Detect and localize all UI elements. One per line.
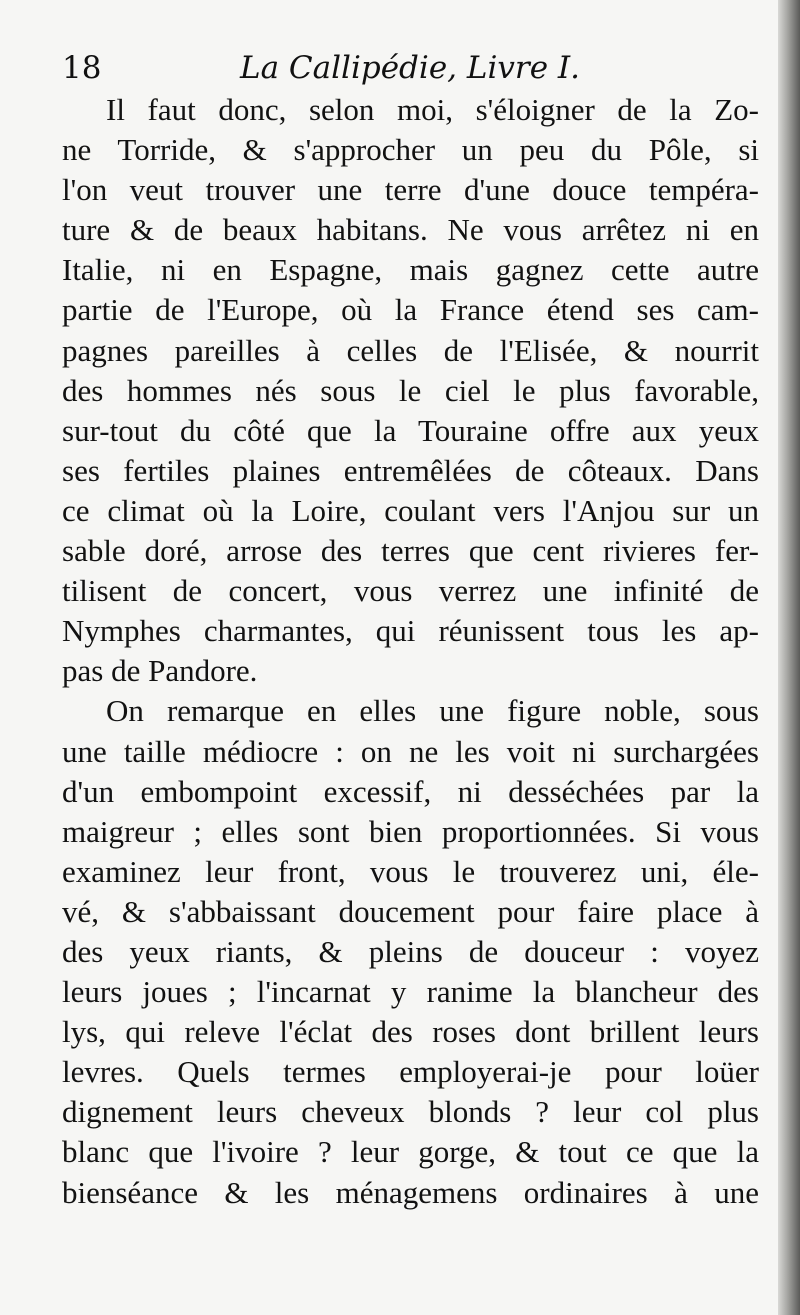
text-line: d'un embompoint excessif, ni desséchées par la bbox=[62, 773, 759, 809]
text-line: levres. Quels termes employerai-je pour loüer bbox=[62, 1054, 759, 1090]
running-title: La Callipédie, Livre I. bbox=[240, 50, 581, 86]
text-line: blanc que l'ivoire ? leur gorge, & tout ce que la bbox=[62, 1134, 759, 1170]
text-line: ses fertiles plaines entremêlées de côteaux. Dans bbox=[62, 452, 759, 488]
text-line: Il faut donc, selon moi, s'éloigner de la Zo- bbox=[106, 92, 759, 127]
text-line: ce climat où la Loire, coulant vers l'Anjou sur un bbox=[62, 492, 759, 528]
text-line: dignement leurs cheveux blonds ? leur col plus bbox=[62, 1094, 759, 1130]
text-line: sur-tout du côté que la Touraine offre aux yeux bbox=[62, 412, 759, 448]
text-line: des hommes nés sous le ciel le plus favorable, bbox=[62, 372, 759, 408]
text-line: une taille médiocre : on ne les voit ni surchargées bbox=[62, 733, 759, 769]
text-line: l'on veut trouver une terre d'une douce tempéra- bbox=[62, 172, 759, 208]
text-line: ture & de beaux habitans. Ne vous arrêtez ni en bbox=[62, 212, 759, 248]
text-line: pagnes pareilles à celles de l'Elisée, & nourrit bbox=[62, 332, 759, 368]
text-line: Nymphes charmantes, qui réunissent tous les ap- bbox=[62, 613, 759, 649]
text-line: lys, qui releve l'éclat des roses dont brillent leurs bbox=[62, 1014, 759, 1050]
text-line: tilisent de concert, vous verrez une infinité de bbox=[62, 573, 759, 609]
text-line: vé, & s'abbaissant doucement pour faire place à bbox=[62, 893, 759, 929]
text-line: pas de Pandore. bbox=[62, 653, 258, 689]
text-line: ne Torride, & s'approcher un peu du Pôle, si bbox=[62, 132, 759, 168]
text-line: Italie, ni en Espagne, mais gagnez cette autre bbox=[62, 252, 759, 288]
text-line: examinez leur front, vous le trouverez uni, éle- bbox=[62, 853, 759, 889]
body-text bbox=[62, 90, 759, 1213]
text-line: partie de l'Europe, où la France étend ses cam- bbox=[62, 292, 759, 328]
running-head bbox=[62, 48, 752, 92]
page-number: 18 bbox=[62, 50, 102, 86]
text-line: bienséance & les ménagemens ordinaires à une bbox=[62, 1174, 759, 1210]
text-line: maigreur ; elles sont bien proportionnées. Si vous bbox=[62, 813, 759, 849]
text-line: sable doré, arrose des terres que cent rivieres fer- bbox=[62, 533, 759, 569]
page-edge-shadow bbox=[778, 0, 800, 1315]
text-line: On remarque en elles une figure noble, sous bbox=[106, 693, 759, 729]
text-line: des yeux riants, & pleins de douceur : voyez bbox=[62, 933, 759, 969]
text-line: leurs joues ; l'incarnat y ranime la blancheur des bbox=[62, 974, 759, 1010]
